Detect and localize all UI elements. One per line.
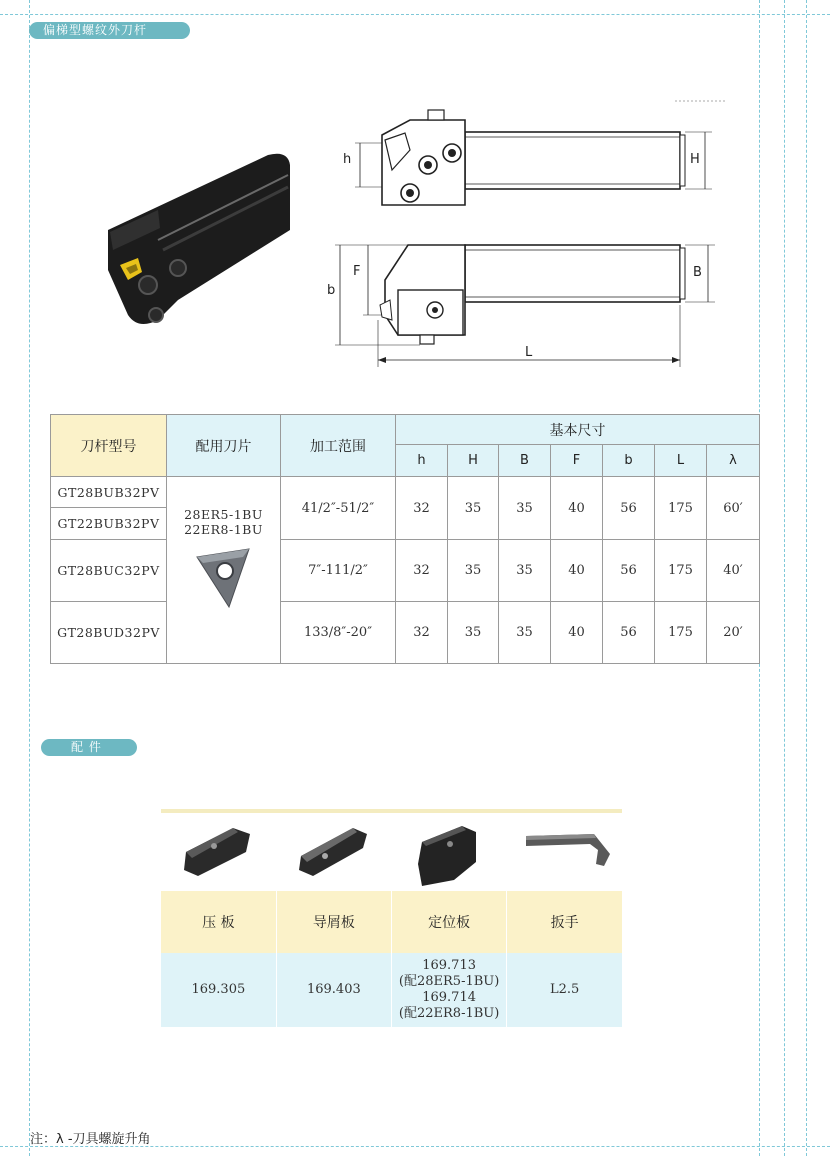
value-cell: 40	[551, 477, 603, 540]
accessory-value	[392, 953, 507, 1027]
accessory-code: L2.5	[549, 982, 580, 997]
model-cell: GT28BUC32PV	[51, 540, 167, 602]
value-cell: 35	[448, 602, 499, 664]
guide-line-top	[0, 14, 830, 15]
accessory-note: (配28ER5-1BU)	[398, 974, 500, 989]
accessory-table	[161, 891, 622, 1027]
value-cell: 40	[551, 602, 603, 664]
dim-label-B: B	[693, 265, 702, 280]
value-cell: 32	[396, 540, 448, 602]
value-cell: 60′	[707, 477, 760, 540]
model-cell: GT28BUB32PV	[51, 477, 167, 508]
header-insert: 配用刀片	[167, 415, 281, 477]
header-range: 加工范围	[281, 415, 396, 477]
value-cell: 35	[448, 540, 499, 602]
insert-image	[189, 543, 259, 613]
accessory-code: 169.714	[422, 990, 476, 1005]
dim-label-H: H	[690, 152, 700, 167]
insert-line: 28ER5-1BU	[184, 507, 263, 522]
dim-col-F: F	[551, 445, 603, 477]
accessory-code: 169.713	[422, 958, 476, 973]
value-cell: 175	[655, 477, 707, 540]
accessory-value	[507, 953, 622, 1027]
range-cell: 7″-111/2″	[281, 540, 396, 602]
value-cell: 56	[603, 477, 655, 540]
footnote: 注：λ -刀具螺旋升角	[30, 1132, 151, 1147]
dim-label-L: L	[525, 345, 533, 360]
accessory-code: 169.403	[306, 982, 361, 997]
dim-col-h: h	[396, 445, 448, 477]
value-cell: 175	[655, 602, 707, 664]
value-cell: 35	[448, 477, 499, 540]
guide-line-right-3	[806, 0, 807, 1156]
technical-drawing	[330, 95, 730, 380]
dim-label-F: F	[353, 264, 361, 279]
accessory-value	[161, 953, 276, 1027]
spec-table	[50, 414, 760, 664]
dim-col-L: L	[655, 445, 707, 477]
guide-line-right-2	[784, 0, 785, 1156]
value-cell: 35	[499, 540, 551, 602]
chip-breaker-image	[295, 822, 375, 884]
insert-line: 22ER8-1BU	[184, 522, 263, 537]
range-cell: 41/2″-51/2″	[281, 477, 396, 540]
tool-holder-photo	[98, 150, 298, 340]
accessory-header: 导屑板	[276, 891, 391, 953]
accessory-header: 定位板	[392, 891, 507, 953]
dim-col-lambda: λ	[707, 445, 760, 477]
guide-line-left	[29, 0, 30, 1156]
dim-label-h: h	[343, 152, 352, 167]
value-cell: 40	[551, 540, 603, 602]
value-cell: 56	[603, 540, 655, 602]
accessory-header: 压 板	[161, 891, 276, 953]
value-cell: 40′	[707, 540, 760, 602]
value-cell: 20′	[707, 602, 760, 664]
locating-plate-image	[410, 822, 490, 890]
value-cell: 175	[655, 540, 707, 602]
wrench-image	[524, 828, 614, 872]
dim-col-B: B	[499, 445, 551, 477]
section-title-main: 偏梯型螺纹外刀杆	[29, 22, 190, 39]
accessory-top-rule	[161, 809, 622, 813]
insert-cell	[167, 477, 281, 664]
range-cell: 133/8″-20″	[281, 602, 396, 664]
dim-col-b: b	[603, 445, 655, 477]
clamp-plate-image	[178, 822, 258, 884]
dim-label-b: b	[327, 283, 336, 298]
model-cell: GT28BUD32PV	[51, 602, 167, 664]
model-cell: GT22BUB32PV	[51, 508, 167, 540]
section-title-accessories: 配 件	[41, 739, 137, 756]
accessory-note: (配22ER8-1BU)	[398, 1006, 500, 1021]
header-model: 刀杆型号	[51, 415, 167, 477]
value-cell: 35	[499, 602, 551, 664]
accessory-header: 扳手	[507, 891, 622, 953]
value-cell: 35	[499, 477, 551, 540]
accessory-value	[276, 953, 391, 1027]
header-dims: 基本尺寸	[396, 415, 760, 445]
value-cell: 56	[603, 602, 655, 664]
value-cell: 32	[396, 602, 448, 664]
accessory-code: 169.305	[191, 982, 246, 997]
value-cell: 32	[396, 477, 448, 540]
dim-col-H: H	[448, 445, 499, 477]
